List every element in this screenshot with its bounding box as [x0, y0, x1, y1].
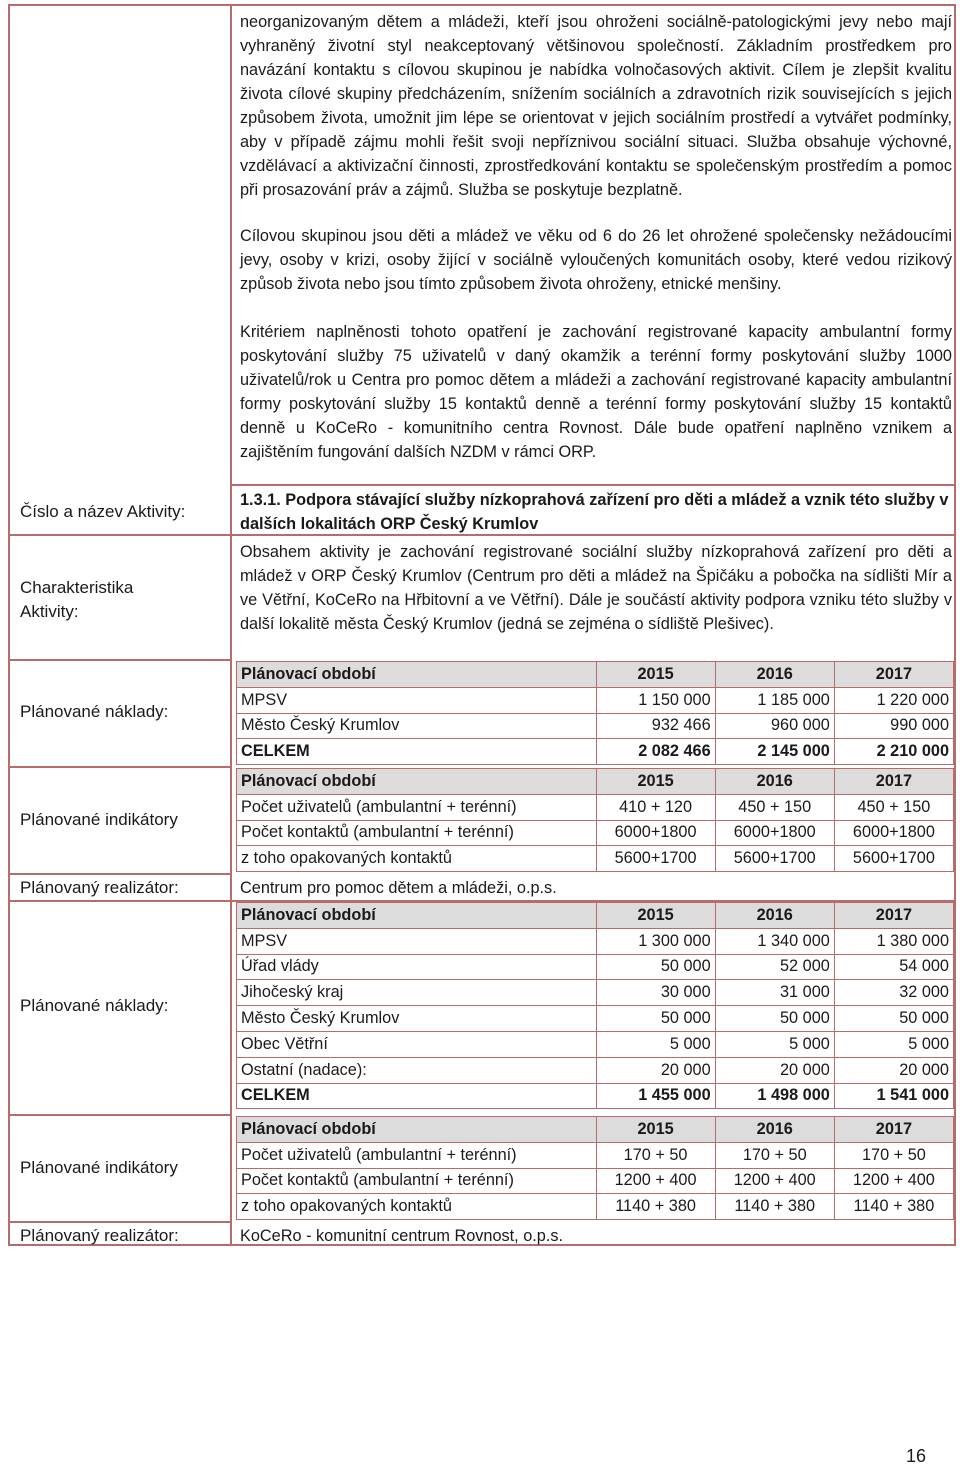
realizer-2: KoCeRo - komunitní centrum Rovnost, o.p.s. — [240, 1227, 564, 1245]
table-header-row: Plánovací období 2015 2016 2017 — [237, 662, 954, 688]
row-separator — [10, 534, 230, 536]
label-charakteristika: Charakteristika — [20, 578, 134, 597]
table-row: Počet kontaktů (ambulantní + terénní) 6000+1800 6000+1800 6000+1800 — [237, 820, 954, 846]
table-total-row: CELKEM 2 082 466 2 145 000 2 210 000 — [237, 739, 954, 765]
table-row: Ostatní (nadace): 20 000 20 000 20 000 — [237, 1057, 954, 1083]
row-separator — [10, 1114, 230, 1116]
intro-paragraph-3: Kritériem naplněnosti tohoto opatření je zachování registrované kapacity ambulantní formy poskytování služby 75 uživatelů v daný okamžik a terénní formy poskytování služby 1000 uživatelů/rok u Centra pro pomoc dětem a mládeži a zachování registrované kapacity ambulantní formy poskytování služby 15 kontaktů denně a terénní formy poskytování služby 15 kontaktů denně u KoCeRo - komunitního centra Rovnost. Dále bude opatření naplněno vznikem a zajištěním fungování dalších NZDM v rámci ORP. — [240, 323, 952, 461]
table-row: MPSV 1 300 000 1 340 000 1 380 000 — [237, 928, 954, 954]
table-row: Jihočeský kraj 30 000 31 000 32 000 — [237, 980, 954, 1006]
row-separator — [10, 659, 230, 661]
table-row: Město Český Krumlov 50 000 50 000 50 000 — [237, 1006, 954, 1032]
table-row: MPSV 1 150 000 1 185 000 1 220 000 — [237, 687, 954, 713]
costs-table-2 — [236, 902, 954, 1109]
indicators-table-1 — [236, 768, 954, 872]
realizer-1: Centrum pro pomoc dětem a mládeži, o.p.s. — [240, 879, 557, 897]
table-total-row: CELKEM 1 455 000 1 498 000 1 541 000 — [237, 1083, 954, 1109]
table-row: Obec Větřní 5 000 5 000 5 000 — [237, 1031, 954, 1057]
row-separator — [232, 484, 954, 486]
costs-table-1 — [236, 661, 954, 765]
label-planovany-realizator-2: Plánovaný realizátor: — [20, 1226, 179, 1245]
label-planovane-indikatory-2: Plánované indikátory — [20, 1158, 178, 1177]
row-separator — [10, 873, 230, 875]
label-planovany-realizator: Plánovaný realizátor: — [20, 878, 179, 897]
row-separator — [232, 534, 954, 536]
activity-description: Obsahem aktivity je zachování registrované sociální služby nízkoprahová zařízení pro děti a mládež v ORP Český Krumlov (Centrum pro děti a mládež na Špičáku a pobočka na sídlišti Mír a ve Větřní, KoCeRo na Hřbitovní a ve Větřní). Dále je součástí aktivity podpora vzniku této služby v další lokalitě města Český Krumlov (jedná se zejména o sídliště Plešivec). — [240, 543, 952, 633]
table-header-row: Plánovací období 2015 2016 2017 — [237, 903, 954, 929]
table-row: Město Český Krumlov 932 466 960 000 990 000 — [237, 713, 954, 739]
content-column — [232, 6, 954, 1244]
intro-paragraph-2: Cílovou skupinou jsou děti a mládež ve věku od 6 do 26 let ohrožené společensky nežádoucími jevy, osoby v krizi, osoby žijící v sociálně vyloučených komunitách osoby, které vedou rizikový způsob života nebo jsou tímto způsobem života ohroženy, etnické menšiny. — [240, 227, 952, 293]
table-row: Počet kontaktů (ambulantní + terénní) 1200 + 400 1200 + 400 1200 + 400 — [237, 1168, 954, 1194]
label-column — [10, 6, 232, 1244]
label-planovane-naklady-2: Plánované náklady: — [20, 996, 169, 1015]
row-separator — [10, 1221, 230, 1223]
table-row: z toho opakovaných kontaktů 1140 + 380 1140 + 380 1140 + 380 — [237, 1194, 954, 1220]
activity-title: 1.3.1. Podpora stávající služby nízkoprahová zařízení pro děti a mládež a vznik této služby v dalších lokalitách ORP Český Krumlov — [240, 491, 949, 533]
row-separator — [10, 766, 230, 768]
table-header-row: Plánovací období 2015 2016 2017 — [237, 1117, 954, 1143]
row-separator — [10, 900, 230, 902]
label-cislo-nazev: Číslo a název Aktivity: — [20, 502, 186, 521]
table-row: Počet uživatelů (ambulantní + terénní) 410 + 120 450 + 150 450 + 150 — [237, 794, 954, 820]
label-aktivity: Aktivity: — [20, 602, 79, 621]
activity-table — [8, 4, 956, 1246]
intro-paragraph-1: neorganizovaným dětem a mládeži, kteří jsou ohroženi sociálně-patologickými jevy nebo mají vyhraněný životní styl neakceptovaný většinovou společností. Základním prostředkem pro navázání kontaktu s cílovou skupinou je nabídka volnočasových aktivit. Cílem je zlepšit kvalitu života cílové skupiny předcházením, snížením sociálních a zdravotních rizik souvisejících s jejich způsobem života, umožnit jim lépe se orientovat v jejich sociálním prostředí a vytvářet podmínky, aby v případě zájmu mohli řešit svoji nepříznivou sociální situaci. Služba obsahuje výchovné, vzdělávací a aktivizační činnosti, zprostředkování kontaktu se společenským prostředím a pomoc při prosazování práv a zájmů. Služba se poskytuje bezplatně. — [240, 13, 952, 199]
table-row: Úřad vlády 50 000 52 000 54 000 — [237, 954, 954, 980]
table-row: Počet uživatelů (ambulantní + terénní) 170 + 50 170 + 50 170 + 50 — [237, 1142, 954, 1168]
indicators-table-2 — [236, 1116, 954, 1220]
table-header-row: Plánovací období 2015 2016 2017 — [237, 769, 954, 795]
label-planovane-indikatory: Plánované indikátory — [20, 810, 178, 829]
label-planovane-naklady: Plánované náklady: — [20, 702, 169, 721]
table-row: z toho opakovaných kontaktů 5600+1700 5600+1700 5600+1700 — [237, 846, 954, 872]
page-number: 16 — [905, 1446, 926, 1466]
